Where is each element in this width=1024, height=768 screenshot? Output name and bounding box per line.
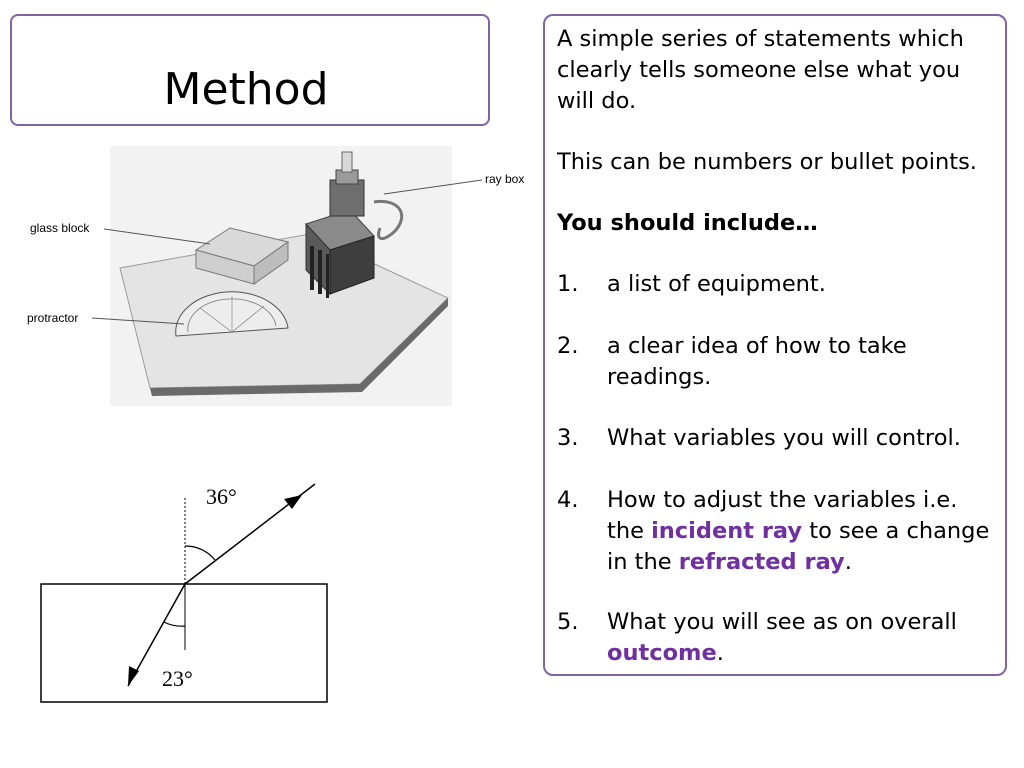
- item-text: How to adjust the variables i.e. the: [607, 487, 958, 544]
- intro-text-2: This can be numbers or bullet points.: [557, 149, 977, 175]
- list-number: 4.: [557, 487, 579, 513]
- list-item: a clear idea of how to take readings.: [607, 333, 907, 390]
- list-item: [607, 485, 997, 578]
- list-number: 3.: [557, 425, 579, 451]
- slide-title: Method: [163, 64, 329, 115]
- incident-ray-term: incident ray: [651, 518, 803, 544]
- list-item: [607, 607, 997, 669]
- item-text: What you will see as on overall: [607, 609, 957, 635]
- list-number: 1.: [557, 271, 579, 297]
- protractor-label: protractor: [27, 311, 79, 325]
- refracted-ray-term: refracted ray: [678, 549, 845, 575]
- ray-box-label: ray box: [485, 172, 525, 186]
- title-box: [10, 14, 490, 126]
- intro-text: A simple series of statements which clearly tells someone else what you will do.: [557, 26, 964, 114]
- list-number: 5.: [557, 609, 579, 635]
- item-text: .: [716, 640, 724, 666]
- item-text: .: [844, 549, 852, 575]
- glass-block-label: glass block: [30, 221, 90, 235]
- list-item: What variables you will control.: [607, 425, 961, 451]
- incident-angle-label: 36°: [206, 484, 237, 509]
- list-item: a list of equipment.: [607, 271, 826, 297]
- list-number: 2.: [557, 333, 579, 359]
- refracted-angle-label: 23°: [162, 666, 193, 691]
- outcome-term: outcome: [607, 640, 717, 666]
- equipment-photo: [110, 146, 452, 406]
- item-text: to see a change in the: [607, 518, 990, 575]
- method-text-box: [543, 14, 1007, 676]
- include-heading: You should include…: [557, 210, 818, 236]
